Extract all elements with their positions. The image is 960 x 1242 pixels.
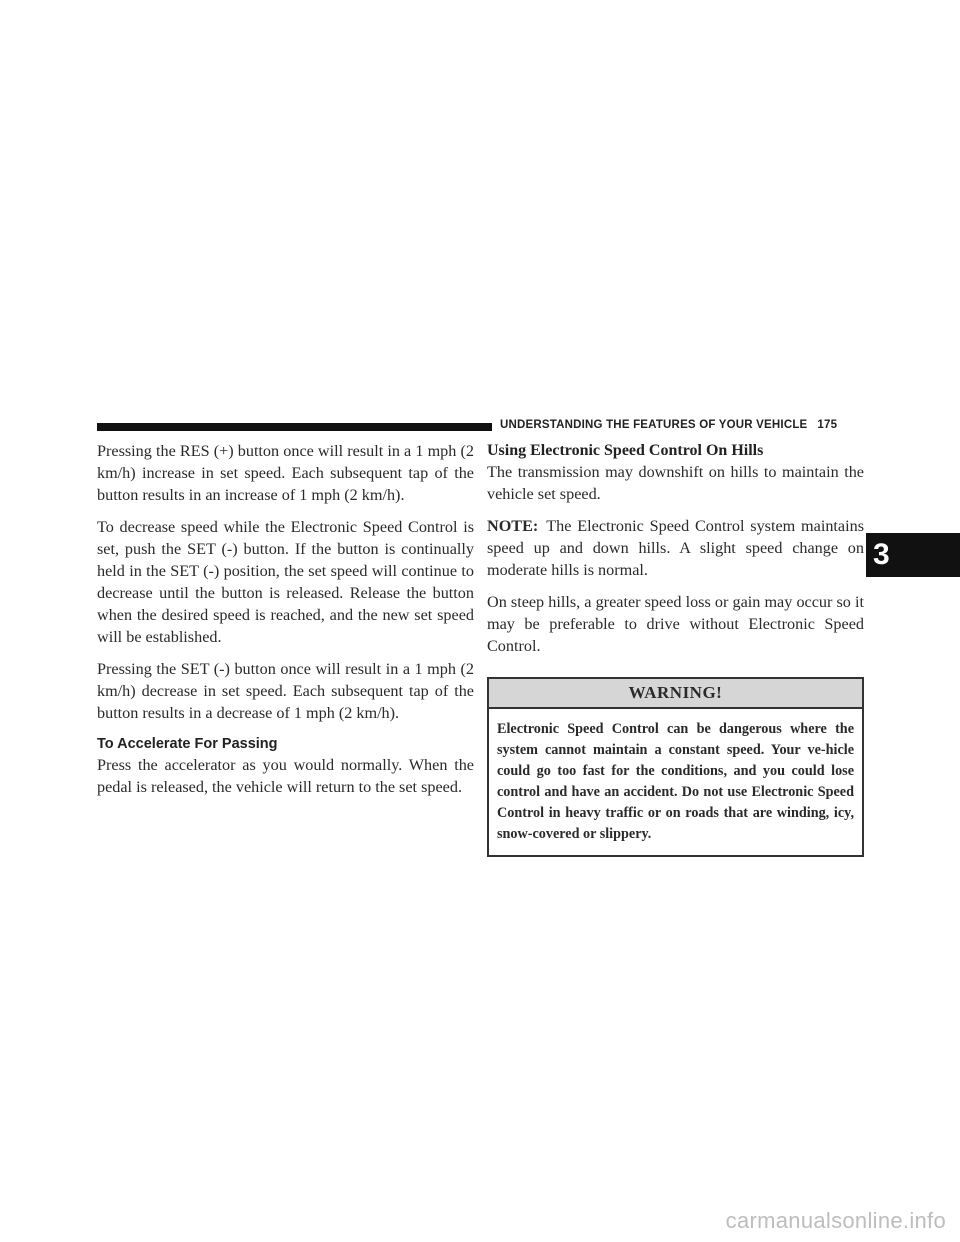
heading-hills: Using Electronic Speed Control On Hills	[487, 442, 764, 459]
warning-title: WARNING!	[489, 679, 862, 709]
left-column	[97, 440, 474, 808]
chapter-number: 3	[873, 538, 890, 571]
chapter-tab	[866, 533, 960, 577]
section-title: UNDERSTANDING THE FEATURES OF YOUR VEHICLE	[500, 419, 808, 431]
paragraph-decrease-speed: To decrease speed while the Electronic Speed Control is set, push the SET (-) button. If the button is continually held in the SET (-) position, the set speed will continue to decrease until the button is released. Release the button when the desired speed is reached, and the new set speed will be established.	[97, 518, 474, 646]
paragraph-set-decrease: Pressing the SET (-) button once will result in a 1 mph (2 km/h) decrease in set speed. Each subsequent tap of the button results in a decrease of 1 mph (2 km/h).	[97, 660, 474, 722]
right-column	[487, 441, 864, 857]
page-number: 175	[817, 419, 838, 431]
warning-box	[487, 677, 864, 857]
paragraph-steep-hills: On steep hills, a greater speed loss or gain may occur so it may be preferable to drive without Electronic Speed Control.	[487, 593, 864, 655]
note-text: The Electronic Speed Control system maintains speed up and down hills. A slight speed change on moderate hills is normal.	[487, 517, 864, 579]
paragraph-res-increase: Pressing the RES (+) button once will result in a 1 mph (2 km/h) increase in set speed. Each subsequent tap of the button results in an increase of 1 mph (2 km/h).	[97, 442, 474, 504]
watermark: carmanualsonline.info	[725, 1208, 946, 1233]
warning-text: Electronic Speed Control can be dangerous where the system cannot maintain a constant speed. Your ve-hicle could go too fast for the conditions, and you could lose control and have an accident. Do not use Electronic Speed Control in heavy traffic or on roads that are winding, icy, snow-covered or slippery.	[497, 721, 854, 842]
heading-accelerate-passing: To Accelerate For Passing	[97, 736, 278, 752]
header-rule	[97, 423, 492, 431]
running-header	[500, 419, 837, 431]
note-label: NOTE:	[487, 517, 539, 535]
paragraph-accelerator: Press the accelerator as you would normally. When the pedal is released, the vehicle will return to the set speed.	[97, 756, 474, 796]
paragraph-transmission: The transmission may downshift on hills to maintain the vehicle set speed.	[487, 463, 864, 503]
note-paragraph	[487, 515, 864, 581]
